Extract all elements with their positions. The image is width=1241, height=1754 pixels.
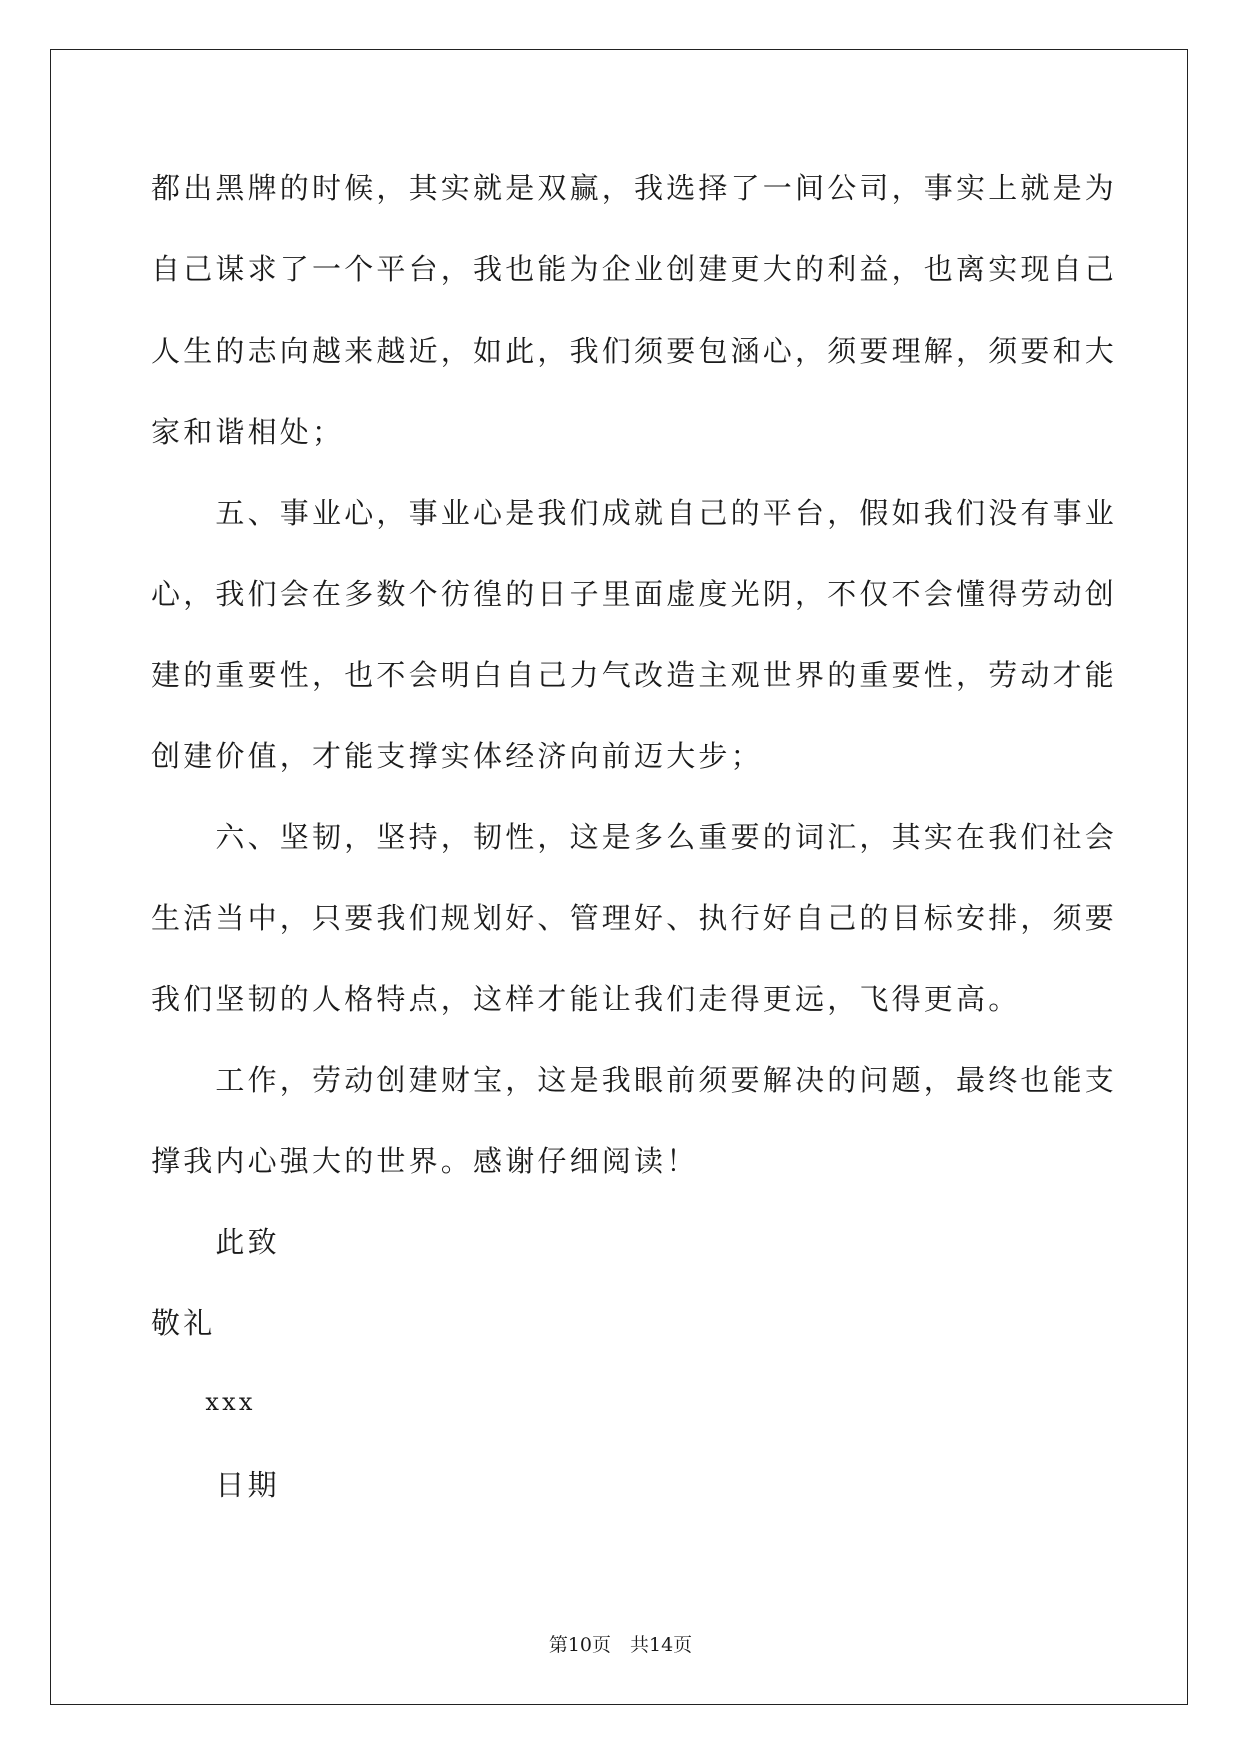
text-line: 建的重要性，也不会明白自己力气改造主观世界的重要性，劳动才能 — [151, 658, 1118, 692]
page-border — [50, 49, 1188, 1705]
text-line: 生活当中，只要我们规划好、管理好、执行好自己的目标安排，须要 — [151, 901, 1118, 935]
closing-salutation: 此致 — [151, 1225, 280, 1259]
text-line: 五、事业心，事业心是我们成就自己的平台，假如我们没有事业 — [151, 496, 1118, 530]
text-line: 六、坚韧，坚持，韧性，这是多么重要的词汇，其实在我们社会 — [151, 820, 1118, 854]
text-line: 创建价值，才能支撑实体经济向前迈大步； — [151, 739, 763, 773]
text-line: 我们坚韧的人格特点，这样才能让我们走得更远，飞得更高。 — [151, 982, 1021, 1016]
page-number-footer: 第10页 共14页 — [548, 1634, 693, 1656]
text-line: 人生的志向越来越近，如此，我们须要包涵心，须要理解，须要和大 — [151, 334, 1118, 368]
closing-respect: 敬礼 — [151, 1306, 216, 1340]
signature-date: 日期 — [151, 1468, 280, 1502]
text-line: 撑我内心强大的世界。感谢仔细阅读！ — [151, 1144, 699, 1178]
text-line: 心，我们会在多数个彷徨的日子里面虚度光阴，不仅不会懂得劳动创 — [151, 577, 1118, 611]
text-line: 都出黑牌的时候，其实就是双赢，我选择了一间公司，事实上就是为 — [151, 171, 1118, 205]
text-line: 家和谐相处； — [151, 415, 345, 449]
text-line: 自己谋求了一个平台，我也能为企业创建更大的利益，也离实现自己 — [151, 252, 1118, 286]
text-line: 工作，劳动创建财宝，这是我眼前须要解决的问题，最终也能支 — [151, 1063, 1118, 1097]
signature-name: xxx — [151, 1388, 256, 1416]
